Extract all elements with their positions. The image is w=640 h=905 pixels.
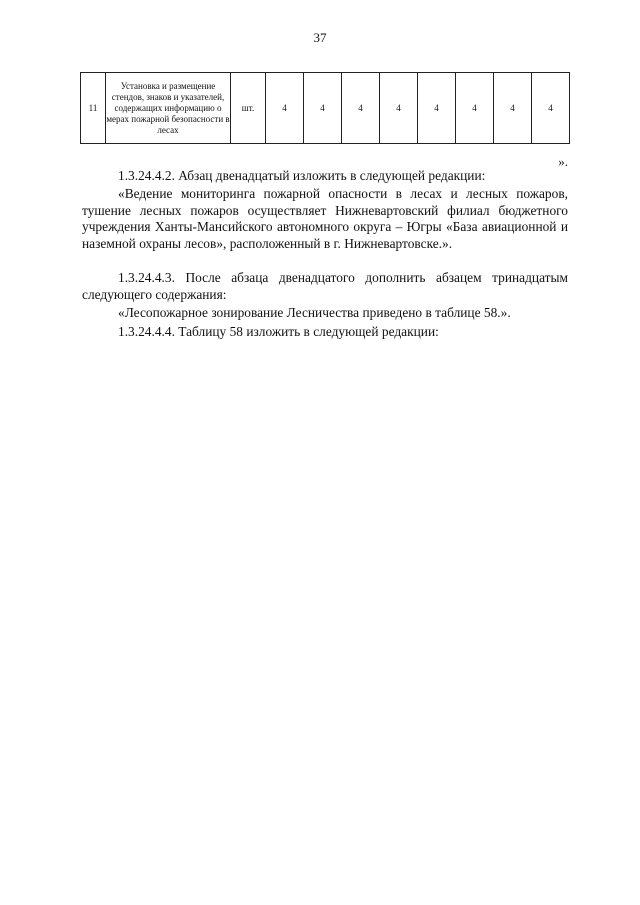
value-cell: 4 bbox=[304, 73, 342, 144]
paragraph-amendment-1242: 1.3.24.4.2. Абзац двенадцатый изложить в следующей редакции: bbox=[118, 168, 486, 183]
paragraph-amendment-1243: 1.3.24.4.3. После абзаца двенадцатого дополнить абзацем тринадцатым следующего содержания: bbox=[82, 270, 568, 302]
paragraph-monitoring-quote: «Ведение мониторинга пожарной опасности в лесах и лесных пожаров, тушение лесных пожаров осуществляет Нижневартовский филиал бюджетного учреждения Ханты-Мансийского автономного округа – Югры «База авиационной и наземной охраны лесов», расположенный в г. Нижневартовске.». bbox=[82, 186, 568, 251]
closing-quote-mark: ». bbox=[558, 154, 568, 169]
row-number-cell: 11 bbox=[81, 73, 106, 144]
value-cell: 4 bbox=[418, 73, 456, 144]
row-description-cell: Установка и размещение стендов, знаков и указателей, содержащих информацию о мерах пожарной безопасности в лесах bbox=[106, 73, 231, 144]
row-unit-cell: шт. bbox=[231, 73, 266, 144]
paragraph-amendment-1244: 1.3.24.4.4. Таблицу 58 изложить в следующей редакции: bbox=[118, 324, 439, 339]
value-cell: 4 bbox=[266, 73, 304, 144]
value-cell: 4 bbox=[456, 73, 494, 144]
table-row bbox=[81, 73, 570, 144]
page-number: 37 bbox=[313, 30, 327, 45]
activities-table bbox=[80, 72, 570, 144]
value-cell: 4 bbox=[342, 73, 380, 144]
value-cell: 4 bbox=[494, 73, 532, 144]
value-cell: 4 bbox=[532, 73, 570, 144]
value-cell: 4 bbox=[380, 73, 418, 144]
paragraph-zoning-quote: «Лесопожарное зонирование Лесничества приведено в таблице 58.». bbox=[118, 305, 511, 320]
